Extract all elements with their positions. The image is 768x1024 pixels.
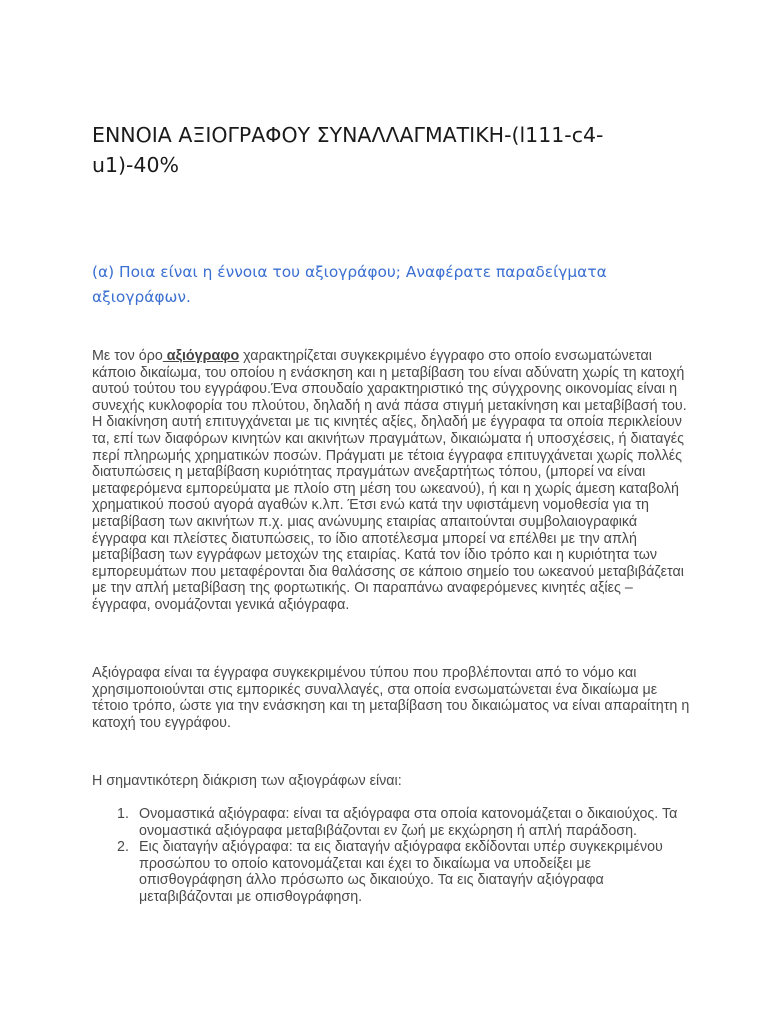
paragraph-definition xyxy=(92,348,692,614)
document-title: ΕΝΝΟΙΑ ΑΞΙΟΓΡΑΦΟΥ ΣΥΝΑΛΛΑΓΜΑΤΙΚΗ-(l111-c4-u1)-40% xyxy=(92,123,604,177)
list-item-text: Ονομαστικά αξιόγραφα: είναι τα αξιόγραφα στα οποία κατονομάζεται ο δικαιούχος. Τα ονομαστικά αξιόγραφα μεταβιβάζονται εν ζωή με εκχώρηση ή απλή παράδοση. xyxy=(139,806,678,839)
list-item xyxy=(92,839,682,905)
list-item xyxy=(92,806,682,839)
list-item-text: Εις διαταγήν αξιόγραφα: τα εις διαταγήν αξιόγραφα εκδίδονται υπέρ συγκεκριμένου προσώπου το οποίο κατονομάζεται και έχει το δικαίωμα να υποδείξει με οπισθογράφηση άλλο πρόσωπο ως δικαιούχο. Τα εις διαταγήν αξιόγραφα μεταβιβάζονται με οπισθογράφηση. xyxy=(139,839,663,905)
list-item-number: 2. xyxy=(117,839,129,856)
paragraph-diakrisi: Η σημαντικότερη διάκριση των αξιογράφων είναι: xyxy=(92,773,402,789)
list-item-number: 1. xyxy=(117,806,129,822)
keyword-axiografo: αξιόγραφο xyxy=(162,348,240,364)
question-heading: (α) Ποια είναι η έννοια του αξιογράφου; Αναφέρατε παραδείγματα αξιογράφων. xyxy=(92,263,607,306)
paragraph-axiografa: Αξιόγραφα είναι τα έγγραφα συγκεκριμένου τύπου που προβλέπονται από το νόμο και χρησιμοποιούνται στις εμπορικές συναλλαγές, στα οποία ενσωματώνεται ένα δικαίωμα με τέτοιο τρόπο, ώστε για την ενάσκηση και τη μεταβίβαση του δικαιώματος να είναι απαραίτητη η κατοχή του εγγράφου. xyxy=(92,665,690,731)
paragraph-body: χαρακτηρίζεται συγκεκριμένο έγγραφο στο οποίο ενσωματώνεται κάποιο δικαίωμα, του οποίου η ενάσκηση και η μεταβίβαση του είναι αδύνατη χωρίς τη κατοχή αυτού τούτου του εγγράφου.Ένα σπουδαίο χαρακτηριστικό της σύγχρονης οικονομίας είναι η συνεχής κυκλοφορία του πλούτου, δηλαδή η ανά πάσα στιγμή μετακίνηση και μεταβίβασή του. Η διακίνηση αυτή επιτυγχάνεται με τις κινητές αξίες, δηλαδή με έγγραφα τα οποία περικλείουν τα, επί των διαφόρων κινητών και ακινήτων πραγμάτων, δικαιώματα ή υποσχέσεις, ή διαταγές περί πληρωμής χρηματικών ποσών. Πράγματι με τέτοια έγγραφα επιτυγχάνεται χωρίς πολλές διατυπώσεις η μεταβίβαση κυριότητας πραγμάτων ανεξαρτήτως τόπου, (μπορεί να είναι μεταφερόμενα εμπορεύματα με πλοίο στη μέση του ωκεανού), ή και η χωρίς άμεση καταβολή χρηματικού ποσού αγορά αγαθών κ.λπ. Έτσι ενώ κατά την υφιστάμενη νομοθεσία για τη μεταβίβαση των ακινήτων π.χ. μιας ανώνυμης εταιρίας απαιτούνται συμβολαιογραφικά έγγραφα και πλείστες διατυπώσεις, το ίδιο αποτέλεσμα μπορεί να επέλθει με την απλή μεταβίβαση των εγγράφων μετοχών της εταιρίας. Κατά τον ίδιο τρόπο και η κυριότητα των εμπορευμάτων που μεταφέρονται δια θαλάσσης σε κάποιο σημείο του ωκεανού μεταβιβάζεται με την απλή μεταβίβαση της φορτωτικής. Οι παραπάνω αναφερόμενες κινητές αξίες – έγγραφα, ονομάζονται γενικά αξιόγραφα. xyxy=(92,348,687,613)
types-list xyxy=(92,806,682,906)
paragraph-lead: Με τον όρο xyxy=(92,348,163,364)
